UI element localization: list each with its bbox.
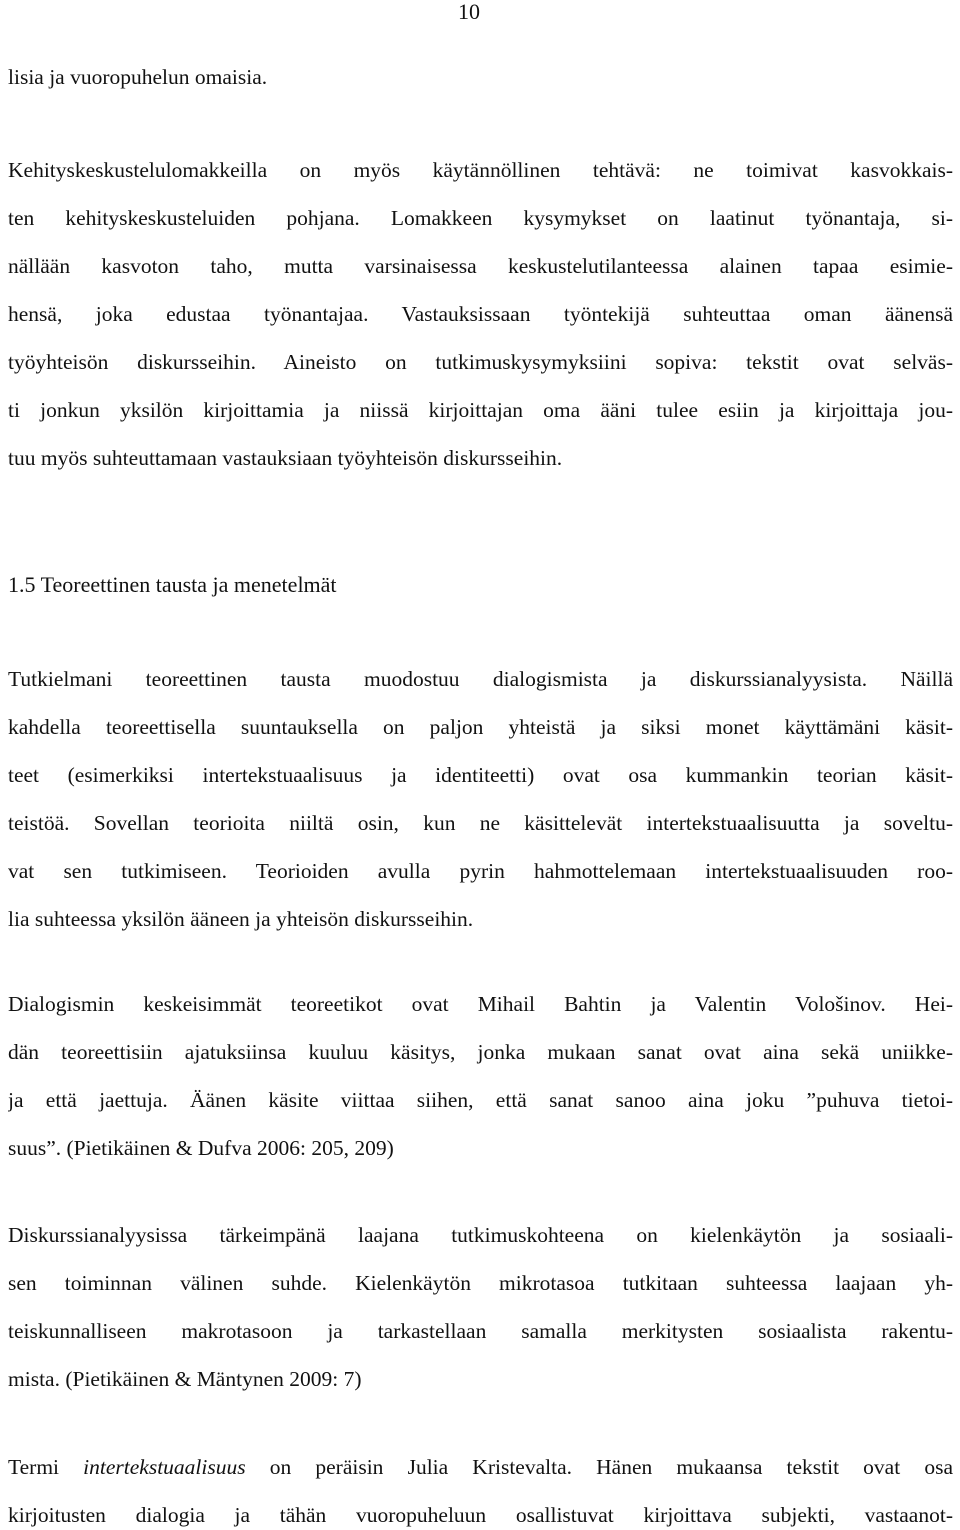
paragraph-line: hensä, joka edustaa työnantajaa. Vastauksissaan työntekijä suhteuttaa oman äänensä [8,302,953,326]
paragraph-line: kahdella teoreettisella suuntauksella on paljon yhteistä ja siksi monet käyttämäni käsit- [8,715,953,739]
page-number: 10 [458,0,480,24]
paragraph-line: Diskurssianalyysissa tärkeimpänä laajana tutkimuskohteena on kielenkäytön ja sosiaali- [8,1223,953,1247]
section-heading: 1.5 Teoreettinen tausta ja menetelmät [8,572,337,597]
paragraph-line: Tutkielmani teoreettinen tausta muodostuu dialogismista ja diskurssianalyysista. Näillä [8,667,953,691]
paragraph-line: suus”. (Pietikäinen & Dufva 2006: 205, 209) [8,1136,394,1160]
paragraph-line: työyhteisön diskursseihin. Aineisto on tutkimuskysymyksiini sopiva: tekstit ovat selväs- [8,350,953,374]
paragraph-line: lisia ja vuoropuhelun omaisia. [8,65,268,89]
paragraph-line: sen toiminnan välinen suhde. Kielenkäytön mikrotasoa tutkitaan suhteessa laajaan yh- [8,1271,953,1295]
paragraph-line: vat sen tutkimiseen. Teorioiden avulla pyrin hahmottelemaan intertekstuaalisuuden roo- [8,859,953,883]
paragraph-line: lia suhteessa yksilön ääneen ja yhteisön diskursseihin. [8,907,474,931]
paragraph-line: ti jonkun yksilön kirjoittamia ja niissä kirjoittajan oma ääni tulee esiin ja kirjoittaja jou- [8,398,953,422]
paragraph-line: mista. (Pietikäinen & Mäntynen 2009: 7) [8,1367,362,1391]
paragraph-line: dän teoreettisiin ajatuksiinsa kuuluu käsitys, jonka mukaan sanat ovat aina sekä uniikke- [8,1040,953,1064]
paragraph-line: nällään kasvoton taho, mutta varsinaisessa keskustelutilanteessa alainen tapaa esimie- [8,254,953,278]
italic-term: intertekstuaalisuus [83,1455,246,1479]
paragraph-line: kirjoitusten dialogia ja tähän vuoropuheluun osallistuvat kirjoittava subjekti, vastaanot- [8,1503,953,1527]
paragraph-line: Termi intertekstuaalisuus on peräisin Julia Kristevalta. Hänen mukaansa tekstit ovat osa [8,1455,953,1479]
paragraph-line: tuu myös suhteuttamaan vastauksiaan työyhteisön diskursseihin. [8,446,563,470]
paragraph-line: Kehityskeskustelulomakkeilla on myös käytännöllinen tehtävä: ne toimivat kasvokkais- [8,158,953,182]
paragraph-line: ja että jaettuja. Äänen käsite viittaa siihen, että sanat sanoo aina joku ”puhuva tietoi- [8,1088,953,1112]
paragraph-line: teistöä. Sovellan teorioita niiltä osin, kun ne käsittelevät intertekstuaalisuutta ja soveltu- [8,811,953,835]
paragraph-line: teet (esimerkiksi intertekstuaalisuus ja identiteetti) ovat osa kummankin teorian käsit- [8,763,953,787]
paragraph-line: Dialogismin keskeisimmät teoreetikot ovat Mihail Bahtin ja Valentin Vološinov. Hei- [8,992,953,1016]
paragraph-line: teiskunnalliseen makrotasoon ja tarkastellaan samalla merkitysten sosiaalista rakentu- [8,1319,953,1343]
paragraph-line: ten kehityskeskusteluiden pohjana. Lomakkeen kysymykset on laatinut työnantaja, si- [8,206,953,230]
